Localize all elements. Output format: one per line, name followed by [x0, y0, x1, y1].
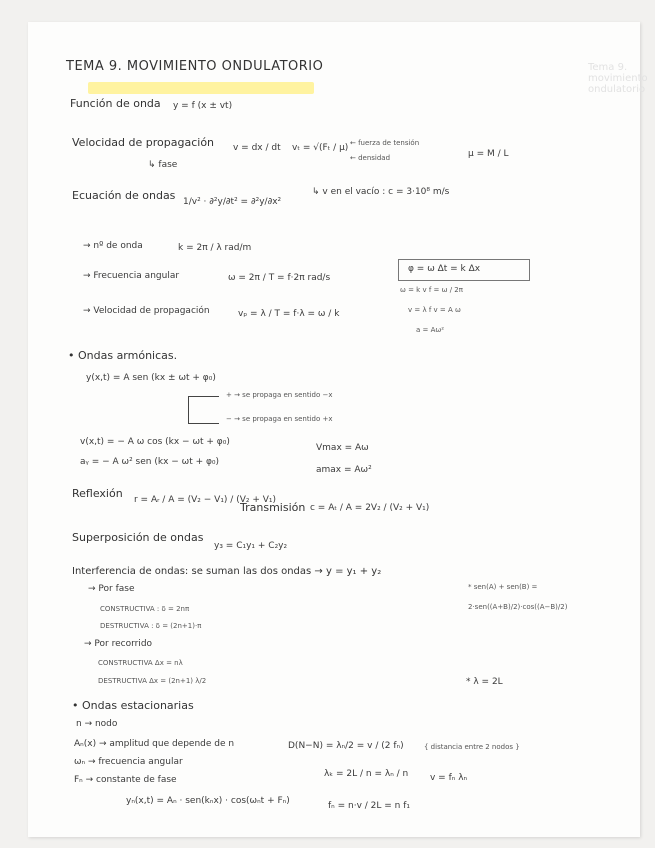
estacionarias-label: • Ondas estacionarias — [72, 699, 194, 712]
superposicion-label: Superposición de ondas — [72, 531, 204, 544]
fase-constructiva: CONSTRUCTIVA : δ = 2nπ — [100, 605, 190, 613]
trig-identity-line2: 2·sen((A+B)/2)·cos((A−B)/2) — [468, 603, 568, 611]
armonicas-formula: y(x,t) = A sen (kx ± ωt + φ₀) — [86, 373, 216, 383]
magnitud-label-0: → nº de onda — [83, 241, 143, 251]
transmision-label: Transmisión — [240, 501, 306, 514]
magnitud-formula-2: vₚ = λ / T = f·λ = ω / k — [238, 309, 340, 319]
superposicion-formula: y₃ = C₁y₁ + C₂y₂ — [214, 541, 288, 551]
fase-destructiva: DESTRUCTIVA : δ = (2n+1)·π — [100, 622, 202, 630]
interferencia-label: Interferencia de ondas: se suman las dos ondas → y = y₁ + y₂ — [72, 566, 382, 577]
box-line-4: a = Aω² — [416, 326, 445, 334]
velocity-formula: v(x,t) = − A ω cos (kx − ωt + φ₀) — [80, 437, 230, 447]
magnitud-formula-1: ω = 2π / T = f·2π rad/s — [228, 273, 331, 283]
estacionarias-frecuencia: ωₙ → frecuencia angular — [74, 757, 183, 767]
armonicas-label: • Ondas armónicas. — [68, 349, 178, 362]
estacionarias-amplitud: Aₙ(x) → amplitud que depende de n — [74, 739, 235, 749]
vmax-formula: Vmax = Aω — [316, 443, 369, 453]
reflexion-label: Reflexión — [72, 487, 123, 500]
distancia-nodos-formula: D(N−N) = λₙ/2 = v / (2 fₙ) — [288, 741, 404, 751]
ghost-header-text: Tema 9. movimiento ondulatorio — [588, 62, 648, 95]
sign-minus-note: − → se propaga en sentido +x — [226, 415, 333, 423]
tension-note: ← fuerza de tensión — [350, 139, 420, 147]
sign-plus-note: + → se propaga en sentido −x — [226, 391, 333, 399]
amax-formula: amax = Aω² — [316, 465, 372, 475]
estacionarias-nodo: n → nodo — [76, 719, 118, 729]
recorrido-destructiva: DESTRUCTIVA Δx = (2n+1) λ/2 — [98, 677, 207, 685]
velocidad-label: Velocidad de propagación — [72, 136, 215, 149]
estacionarias-fase: Fₙ → constante de fase — [74, 775, 177, 785]
transmision-formula: c = Aₜ / A = 2V₂ / (V₂ + V₁) — [310, 503, 430, 513]
acceleration-formula: aᵧ = − A ω² sen (kx − ωt + φ₀) — [80, 457, 220, 467]
box-line-3: v = λ f v = A ω — [408, 306, 461, 314]
magnitud-formula-0: k = 2π / λ rad/m — [178, 243, 252, 253]
ecuacion-label: Ecuación de ondas — [72, 189, 176, 202]
box-line-2: ω = k v f = ω / 2π — [400, 286, 463, 294]
magnitud-label-1: → Frecuencia angular — [83, 271, 180, 281]
sign-bracket — [188, 396, 219, 424]
por-fase-label: → Por fase — [88, 584, 135, 594]
funcion-formula: y = f (x ± vt) — [173, 101, 233, 111]
magnitud-label-2: → Velocidad de propagación — [83, 306, 210, 316]
densidad-note: ← densidad — [350, 154, 391, 162]
velocidad-sub: ↳ fase — [148, 160, 178, 170]
frecuencia-n-formula: fₙ = n·v / 2L = n f₁ — [328, 801, 411, 811]
distancia-nodos-note: { distancia entre 2 nodos } — [424, 743, 520, 751]
trig-identity-line1: * sen(A) + sen(B) = — [468, 583, 538, 591]
tension-formula: vₜ = √(Fₜ / μ) — [292, 143, 349, 153]
notebook-page — [28, 22, 648, 837]
funcion-label: Función de onda — [70, 97, 161, 110]
velocidad-formula: v = dx / dt — [233, 143, 281, 153]
ecuacion-formula: 1/v² · ∂²y/∂t² = ∂²y/∂x² — [183, 197, 282, 207]
velocidad-fn-formula: v = fₙ λₙ — [430, 773, 468, 783]
page-title: TEMA 9. MOVIMIENTO ONDULATORIO — [66, 59, 324, 74]
por-recorrido-label: → Por recorrido — [84, 639, 153, 649]
estacionarias-formula: yₙ(x,t) = Aₙ · sen(kₙx) · cos(ωₙt + Fₙ) — [126, 796, 290, 806]
vacio-note: ↳ v en el vacío : c = 3·10⁸ m/s — [312, 187, 450, 197]
title-highlight — [88, 82, 314, 94]
lambda-note: * λ = 2L — [466, 677, 503, 687]
mu-formula: μ = M / L — [468, 149, 509, 159]
recorrido-constructiva: CONSTRUCTIVA Δx = nλ — [98, 659, 183, 667]
box-line-1: φ = ω Δt = k Δx — [408, 264, 481, 274]
reflexion-formula: r = Aᵣ / A = (V₂ − V₁) / (V₂ + V₁) — [134, 495, 277, 505]
lambda-k-formula: λₖ = 2L / n = λₙ / n — [324, 769, 409, 779]
